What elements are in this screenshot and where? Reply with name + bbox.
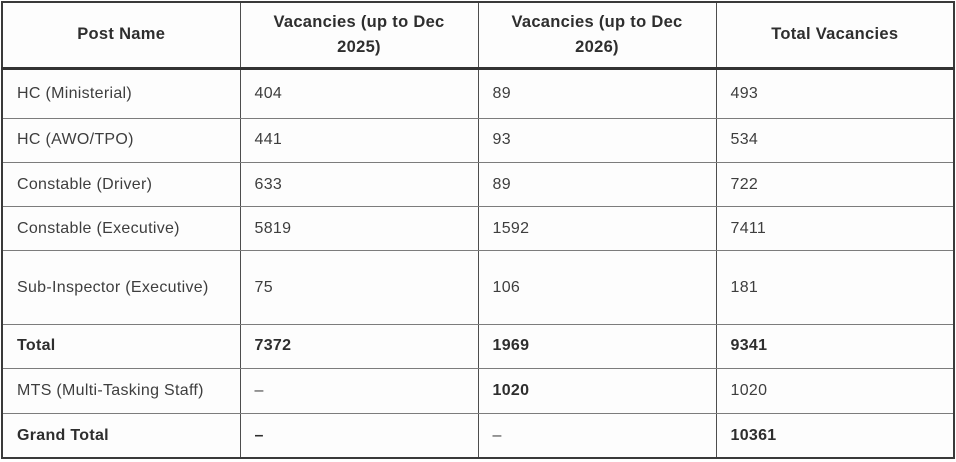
header-vacancies-2026: Vacancies (up to Dec 2026) (478, 2, 716, 68)
cell-vacancies-2025: 633 (240, 162, 478, 206)
cell-vacancies-2026: – (478, 414, 716, 458)
table-row-grand-total (2, 414, 954, 458)
cell-post-name: HC (AWO/TPO) (2, 118, 240, 162)
table-row (2, 369, 954, 414)
table-row (2, 68, 954, 118)
cell-vacancies-2025: 404 (240, 68, 478, 118)
header-row (2, 2, 954, 68)
cell-vacancies-2026: 106 (478, 251, 716, 324)
table-header (2, 2, 954, 68)
cell-post-name: Sub-Inspector (Executive) (2, 251, 240, 324)
cell-post-name: Grand Total (2, 414, 240, 458)
cell-vacancies-2025: 75 (240, 251, 478, 324)
cell-total-vacancies: 7411 (716, 207, 954, 251)
cell-vacancies-2025: – (240, 369, 478, 414)
cell-vacancies-2026: 89 (478, 162, 716, 206)
cell-total-vacancies: 10361 (716, 414, 954, 458)
table-row (2, 162, 954, 206)
cell-post-name: Total (2, 324, 240, 368)
cell-post-name: HC (Ministerial) (2, 68, 240, 118)
cell-vacancies-2026: 1592 (478, 207, 716, 251)
cell-total-vacancies: 534 (716, 118, 954, 162)
cell-total-vacancies: 9341 (716, 324, 954, 368)
cell-vacancies-2025: 441 (240, 118, 478, 162)
cell-vacancies-2025: 5819 (240, 207, 478, 251)
table-row (2, 251, 954, 324)
cell-post-name: MTS (Multi-Tasking Staff) (2, 369, 240, 414)
cell-total-vacancies: 493 (716, 68, 954, 118)
table-body (2, 68, 954, 458)
cell-vacancies-2025: – (240, 414, 478, 458)
cell-vacancies-2026: 93 (478, 118, 716, 162)
cell-post-name: Constable (Driver) (2, 162, 240, 206)
cell-vacancies-2026: 1020 (478, 369, 716, 414)
cell-post-name: Constable (Executive) (2, 207, 240, 251)
vacancy-table (1, 1, 955, 459)
header-vacancies-2025: Vacancies (up to Dec 2025) (240, 2, 478, 68)
cell-vacancies-2026: 1969 (478, 324, 716, 368)
cell-vacancies-2026: 89 (478, 68, 716, 118)
table-row-total (2, 324, 954, 368)
cell-vacancies-2025: 7372 (240, 324, 478, 368)
cell-total-vacancies: 1020 (716, 369, 954, 414)
header-post-name: Post Name (2, 2, 240, 68)
header-total-vacancies: Total Vacancies (716, 2, 954, 68)
cell-total-vacancies: 722 (716, 162, 954, 206)
table-row (2, 207, 954, 251)
cell-total-vacancies: 181 (716, 251, 954, 324)
table-row (2, 118, 954, 162)
